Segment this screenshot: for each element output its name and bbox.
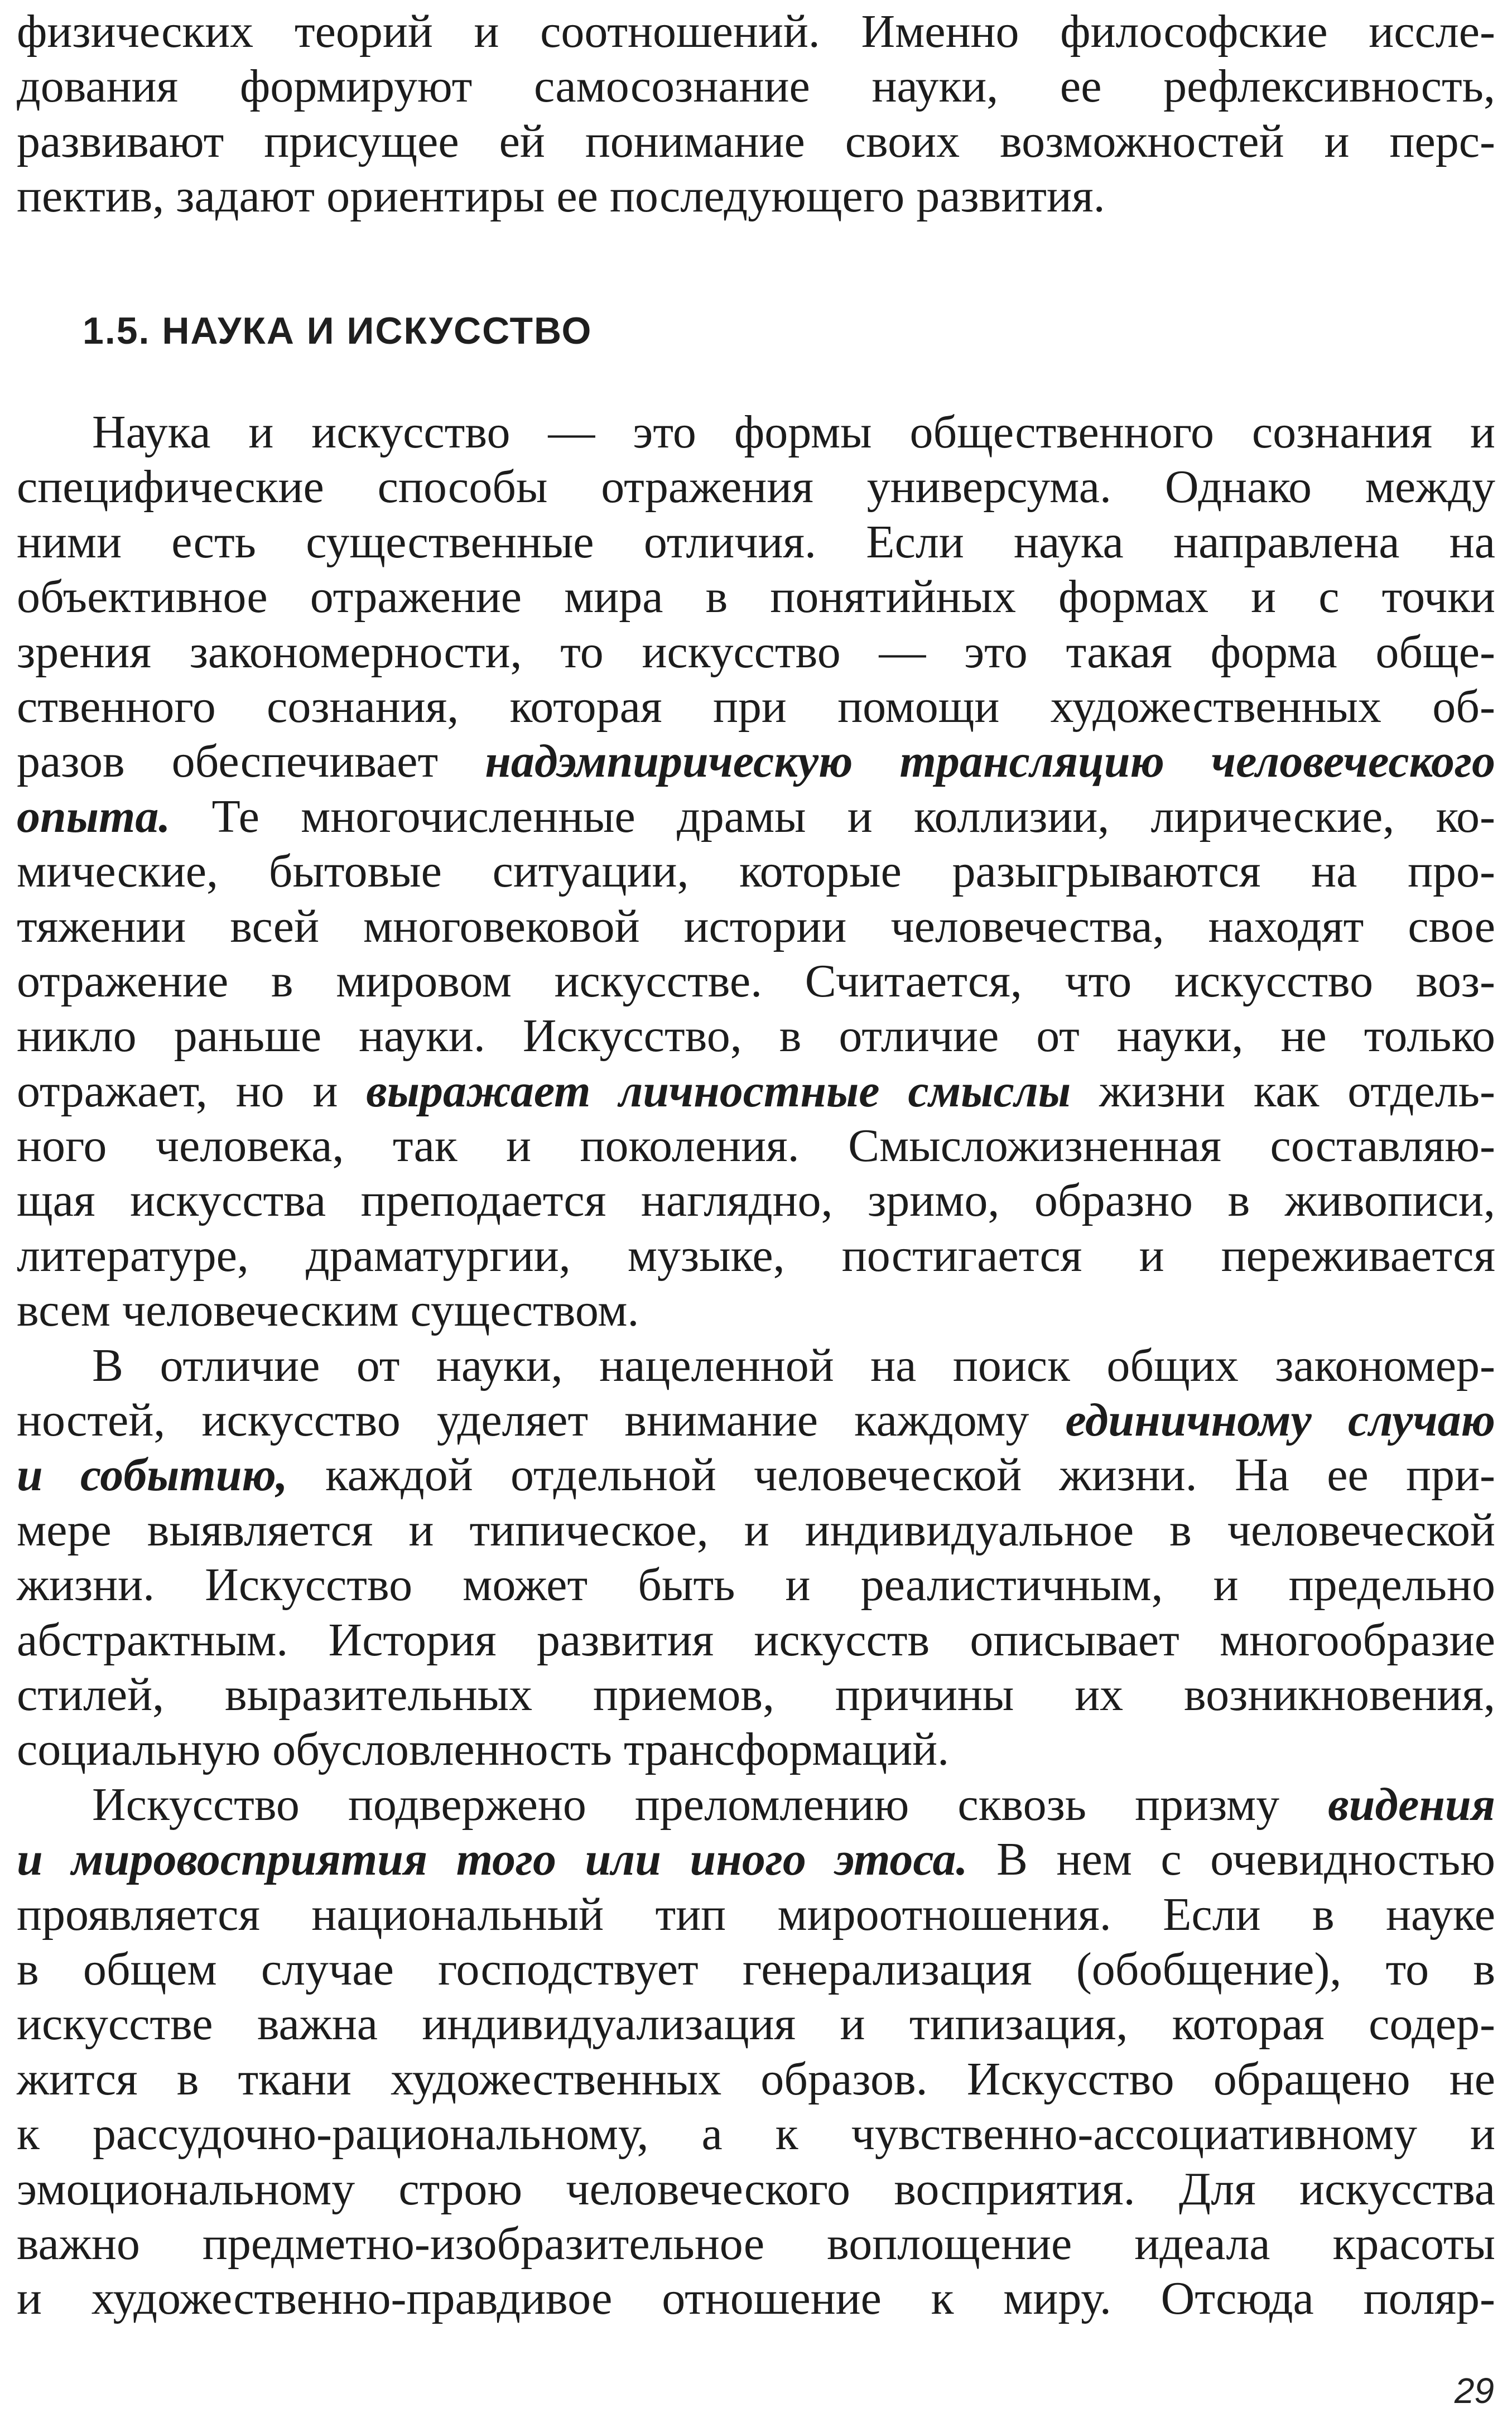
text-run: всем человеческим существом. [17, 1284, 639, 1337]
text-run: и художественно-правдивое отношение к миру. Отсюда поляр- [17, 2272, 1495, 2325]
text-line [17, 1997, 1495, 2051]
text-line [17, 1722, 1495, 1777]
emphasized-term: опыта. [17, 790, 171, 842]
emphasized-term: и мировосприятия того или иного этоса. [17, 1833, 968, 1886]
text-line [17, 1009, 1495, 1063]
text-run: специфические способы отражения универсума. Однако между [17, 461, 1495, 513]
text-run: эмоциональному строю человеческого восприятия. Для искусства [17, 2163, 1495, 2215]
text-line [17, 1119, 1495, 1173]
text-line [17, 680, 1495, 734]
text-run: отражение в мировом искусстве. Считается, что искусство воз- [17, 955, 1495, 1007]
text-run: стилей, выразительных приемов, причины их возникновения, [17, 1668, 1495, 1721]
text-line [17, 954, 1495, 1009]
section-body [17, 405, 1495, 2327]
text-run: физических теорий и соотношений. Именно философские иссле- [17, 6, 1495, 57]
text-line [17, 625, 1495, 680]
text-run: В отличие от науки, нацеленной на поиск общих закономер- [92, 1339, 1495, 1391]
text-run: пектив, задают ориентиры ее последующего развития. [17, 170, 1105, 223]
text-line [17, 1832, 1495, 1887]
text-line [17, 2271, 1495, 2326]
text-line [17, 1229, 1495, 1283]
text-line [17, 1173, 1495, 1228]
text-line [17, 1393, 1495, 1448]
emphasized-term: выражает личностные смыслы [366, 1065, 1071, 1117]
text-run: в общем случае господствует генерализация (обобщение), то в [17, 1943, 1495, 1995]
text-line [17, 59, 1495, 114]
text-run: абстрактным. История развития искусств описывает многообразие [17, 1614, 1495, 1666]
text-run: ними есть существенные отличия. Если наука направлена на [17, 516, 1495, 568]
text-line [17, 2217, 1495, 2271]
text-line [17, 114, 1495, 169]
emphasized-term: надэмпирическую трансляцию человеческого [485, 735, 1495, 788]
paragraph [17, 1338, 1495, 1778]
text-line [17, 844, 1495, 899]
text-run: Наука и искусство — это формы общественного сознания и [92, 406, 1495, 458]
text-run: разов обеспечивает [17, 735, 485, 788]
text-run: важно предметно-изобразительное воплощение идеала красоты [17, 2217, 1495, 2270]
section-heading: 1.5. НАУКА И ИСКУССТВО [83, 310, 593, 352]
emphasized-term: единичному случаю [1065, 1394, 1495, 1447]
text-run: Искусство подвержено преломлению сквозь призму [92, 1778, 1328, 1831]
emphasized-term: видения [1328, 1778, 1495, 1831]
text-line [17, 1448, 1495, 1502]
text-run: тяжении всей многовековой истории человечества, находят свое [17, 900, 1495, 952]
text-line [17, 1503, 1495, 1558]
text-run: проявляется национальный тип мироотношения. Если в науке [17, 1888, 1495, 1940]
text-line [17, 1942, 1495, 1997]
text-line [17, 169, 1495, 224]
text-run: мере выявляется и типическое, и индивидуальное в человеческой [17, 1504, 1495, 1556]
text-line [17, 1613, 1495, 1668]
text-line [17, 515, 1495, 570]
text-line [17, 2162, 1495, 2217]
text-line [17, 2052, 1495, 2107]
text-line [17, 1778, 1495, 1832]
text-run: социальную обусловленность трансформаций. [17, 1723, 950, 1776]
text-line [17, 734, 1495, 789]
text-run: жизни как отдель- [1071, 1065, 1496, 1117]
text-line [17, 1887, 1495, 1942]
text-run: искусстве важна индивидуализация и типизация, которая содер- [17, 1998, 1495, 2050]
text-line [17, 1283, 1495, 1338]
text-run: к рассудочно-рациональному, а к чувственно-ассоциативному и [17, 2108, 1495, 2160]
text-run: каждой отдельной человеческой жизни. На ее при- [287, 1449, 1495, 1501]
text-run: развивают присущее ей понимание своих возможностей и перс- [17, 115, 1495, 167]
text-run: ного человека, так и поколения. Смысложизненная составляю- [17, 1120, 1495, 1172]
text-run: ственного сознания, которая при помощи художественных об- [17, 680, 1495, 733]
text-line [17, 899, 1495, 954]
text-run: В нем с очевидностью [967, 1833, 1495, 1886]
text-line [17, 1558, 1495, 1612]
text-run: никло раньше науки. Искусство, в отличие от науки, не только [17, 1010, 1495, 1062]
text-run: Те многочисленные драмы и коллизии, лирические, ко- [170, 790, 1495, 842]
text-run: щая искусства преподается наглядно, зримо, образно в живописи, [17, 1174, 1495, 1227]
text-line [17, 1668, 1495, 1722]
text-line [17, 460, 1495, 514]
text-run: отражает, но и [17, 1065, 367, 1117]
text-run: жится в ткани художественных образов. Искусство обращено не [17, 2053, 1495, 2105]
text-run: мические, бытовые ситуации, которые разыгрываются на про- [17, 845, 1495, 898]
text-line [17, 4, 1495, 59]
text-run: литературе, драматургии, музыке, постигается и переживается [17, 1229, 1495, 1282]
text-run: жизни. Искусство может быть и реалистичным, и предельно [17, 1559, 1495, 1611]
emphasized-term: и событию, [17, 1449, 288, 1501]
text-line [17, 789, 1495, 844]
text-run: зрения закономерности, то искусство — это такая форма обще- [17, 625, 1495, 678]
text-line [17, 2107, 1495, 2161]
text-line [17, 1064, 1495, 1119]
paragraph [17, 405, 1495, 1338]
text-run: ностей, искусство уделяет внимание каждому [17, 1394, 1066, 1447]
text-line [17, 570, 1495, 624]
text-line [17, 405, 1495, 460]
text-run: дования формируют самосознание науки, ее рефлексивность, [17, 60, 1495, 113]
text-run: объективное отражение мира в понятийных формах и с точки [17, 571, 1495, 623]
text-line [17, 1338, 1495, 1393]
page-number: 29 [1454, 2371, 1494, 2411]
intro-paragraph [17, 4, 1495, 224]
paragraph [17, 1778, 1495, 2327]
